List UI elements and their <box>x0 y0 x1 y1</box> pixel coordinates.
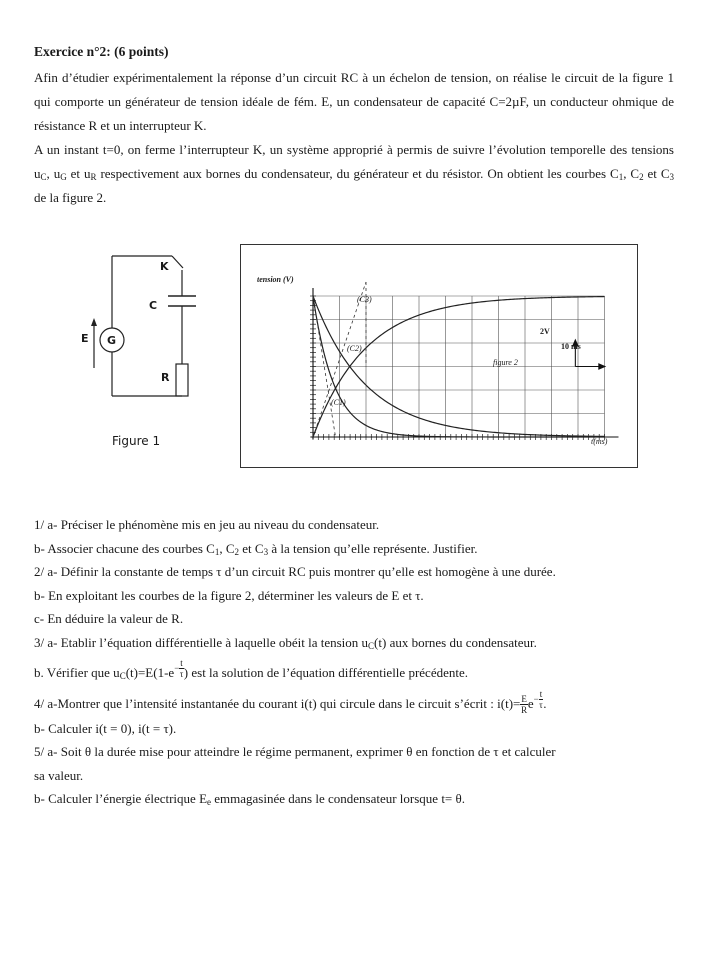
question-5b: b- Calculer l’énergie électrique $E_e$ emmagasinée dans le condensateur lorsque t= θ. <box>34 791 465 808</box>
question-2a: 2/ a- Définir la constante de temps τ d’un circuit RC puis montrer qu’elle est homogène à une durée. <box>34 564 556 580</box>
resistor-body <box>176 364 188 396</box>
question-1b: b- Associer chacune des courbes $C_1$, $C_2$ et $C_3$ à la tension qu’elle représente. Justifier. <box>34 540 478 557</box>
fraction-E-over-R: $\frac{E}{R}$ <box>521 694 528 716</box>
exercise-intro <box>34 66 674 210</box>
question-1a: 1/ a- Préciser le phénomène mis en jeu au niveau du condensateur. <box>34 517 380 532</box>
switch-blade <box>172 256 183 268</box>
capacitor-label: C <box>149 299 158 312</box>
switch-label: K <box>160 260 169 273</box>
chart-plot <box>241 245 637 467</box>
question-3b: b. Vérifier que $u_C(t)=E(1-e^{- \frac{t}{\tau}}$ ) est la solution de l’équation différentielle précédente. <box>34 658 468 681</box>
question-2c: c- En déduire la valeur de R. <box>34 611 184 627</box>
curve-label-c3: (C3) <box>357 295 372 304</box>
circuit-diagram <box>80 248 220 458</box>
emf-label: E <box>81 332 89 345</box>
exercise-title: Exercice n°2: (6 points) <box>34 44 169 59</box>
question-5a: 5/ a- Soit θ la durée mise pour atteindre le régime permanent, exprimer θ en fonction de τ et calculer <box>34 744 556 760</box>
figure-2-caption: figure 2 <box>493 358 518 367</box>
time-scale-arrow-head <box>599 364 605 369</box>
generator-label: G <box>107 334 117 347</box>
intro-paragraph-1: Afin d’étudier expérimentalement la réponse d’un circuit RC à un échelon de tension, on réalise le circuit de la figure 1 qui comporte un générateur de tension idéale de fém. E, un condensateur de capacité C=2µF, un conducteur ohmique de résistance R et un interrupteur K. <box>34 70 674 133</box>
question-2b: b- En exploitant les courbes de la figure 2, déterminer les valeurs de E et τ. <box>34 587 424 603</box>
y-axis-label: tension (V) <box>257 275 294 284</box>
figure-1-caption: Figure 1 <box>112 434 161 448</box>
curve-label-c2: (C2) <box>347 344 362 353</box>
figure-1-circuit <box>80 248 220 458</box>
questions-list <box>34 513 682 811</box>
question-5a-cont: sa valeur. <box>34 767 84 783</box>
intro-paragraph-2: A un instant t=0, on ferme l’interrupteur K, un système approprié à permis de suivre l’évolution temporelle des tensions $u_C$, $u_G$ et $u_R$ respectivement aux bornes du condensateur, du générateur et du résistor. On obtient les courbes $C_1$, $C_2$ et $C_3$ de la figure 2. <box>34 142 675 205</box>
time-scale-label: 10 ms <box>561 342 581 351</box>
question-4a: 4/ a-Montrer que l’intensité instantanée du courant i(t) qui circule dans le circuit s’écrit : i(t)= $\frac{E}{R}$ $e^{- \frac{t}{\tau}}$ . <box>34 689 547 716</box>
emf-arrow-head <box>91 318 97 326</box>
x-axis-label: t(ms) <box>591 437 608 446</box>
figure-2-chart <box>240 244 638 468</box>
curve-label-c1: (C1) <box>331 398 346 407</box>
question-3a: 3/ a- Etablir l’équation différentielle à laquelle obéit la tension $u_C(t)$ aux bornes du condensateur. <box>34 634 537 651</box>
exponent: − t τ <box>174 658 184 679</box>
resistor-label: R <box>161 371 170 384</box>
question-4b: b- Calculer i(t = 0), i(t = τ). <box>34 720 177 736</box>
voltage-scale-label: 2V <box>540 327 550 336</box>
